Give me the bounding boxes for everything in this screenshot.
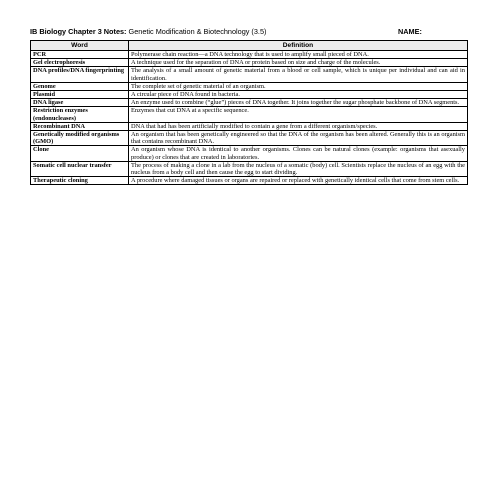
table-row: [31, 122, 468, 130]
definition-cell: The process of making a clone in a lab from the nucleus of a somatic (body) cell. Scientists replace the nucleus of an egg with the nucleus from a body cell and then cause the egg to start dividing.: [129, 161, 468, 176]
definition-cell: An organism that has been genetically engineered so that the DNA of the organism has been altered. Generally this is an organism that contains recombinant DNA.: [129, 131, 468, 146]
term-cell: Therapeutic cloning: [31, 177, 129, 185]
header-title-rest: Genetic Modification & Biotechnology (3.5): [126, 27, 267, 36]
table-row: [31, 177, 468, 185]
definition-cell: The analysis of a small amount of genetic material from a blood or cell sample, which is unique per individual and can aid in identification.: [129, 67, 468, 82]
term-cell: Somatic cell nuclear transfer: [31, 161, 129, 176]
term-cell: Clone: [31, 146, 129, 161]
definition-cell: A procedure where damaged tissues or organs are repaired or replaced with genetically identical cells that come from stem cells.: [129, 177, 468, 185]
table-row: [31, 146, 468, 161]
term-cell: Plasmid: [31, 91, 129, 99]
term-cell: Genome: [31, 82, 129, 90]
term-cell: PCR: [31, 51, 129, 59]
header-title-bold: IB Biology Chapter 3 Notes:: [30, 27, 127, 36]
term-cell: DNA profiles/DNA fingerprinting: [31, 67, 129, 82]
definition-cell: DNA that had has been artificially modified to contain a gene from a different organism/species.: [129, 122, 468, 130]
table-header-row: [31, 41, 468, 51]
table-row: [31, 51, 468, 59]
table-row: [31, 107, 468, 122]
term-cell: DNA ligase: [31, 99, 129, 107]
table-row: [31, 59, 468, 67]
definition-cell: Polymerase chain reaction—a DNA technology that is used to amplify small pieced of DNA.: [129, 51, 468, 59]
definition-cell: Enzymes that cut DNA at a specific sequence.: [129, 107, 468, 122]
table-row: [31, 161, 468, 176]
table-row: [31, 67, 468, 82]
definition-cell: An enzyme used to combine (“glue”) pieces of DNA together. It joins together the sugar phosphate backbone of DNA segments.: [129, 99, 468, 107]
definition-cell: The complete set of genetic material of an organism.: [129, 82, 468, 90]
document-header: [30, 27, 467, 39]
vocabulary-table: [30, 40, 468, 185]
table-row: [31, 131, 468, 146]
table-row: [31, 91, 468, 99]
term-cell: Restriction enzymes (endonucleases): [31, 107, 129, 122]
term-cell: Gel electrophoresis: [31, 59, 129, 67]
definition-cell: A circular piece of DNA found in bacteria.: [129, 91, 468, 99]
column-header-word: Word: [31, 41, 129, 51]
table-row: [31, 99, 468, 107]
term-cell: Recombinant DNA: [31, 122, 129, 130]
term-cell: Genetically modified organisms (GMO): [31, 131, 129, 146]
column-header-definition: Definition: [129, 41, 468, 51]
definition-cell: An organism whose DNA is identical to another organisms. Clones can be natural clones (example: organisms that asexually produce) or clones that are created in laboratories.: [129, 146, 468, 161]
definition-cell: A technique used for the separation of DNA or protein based on size and charge of the molecules.: [129, 59, 468, 67]
name-label: NAME:: [398, 27, 422, 36]
table-row: [31, 82, 468, 90]
